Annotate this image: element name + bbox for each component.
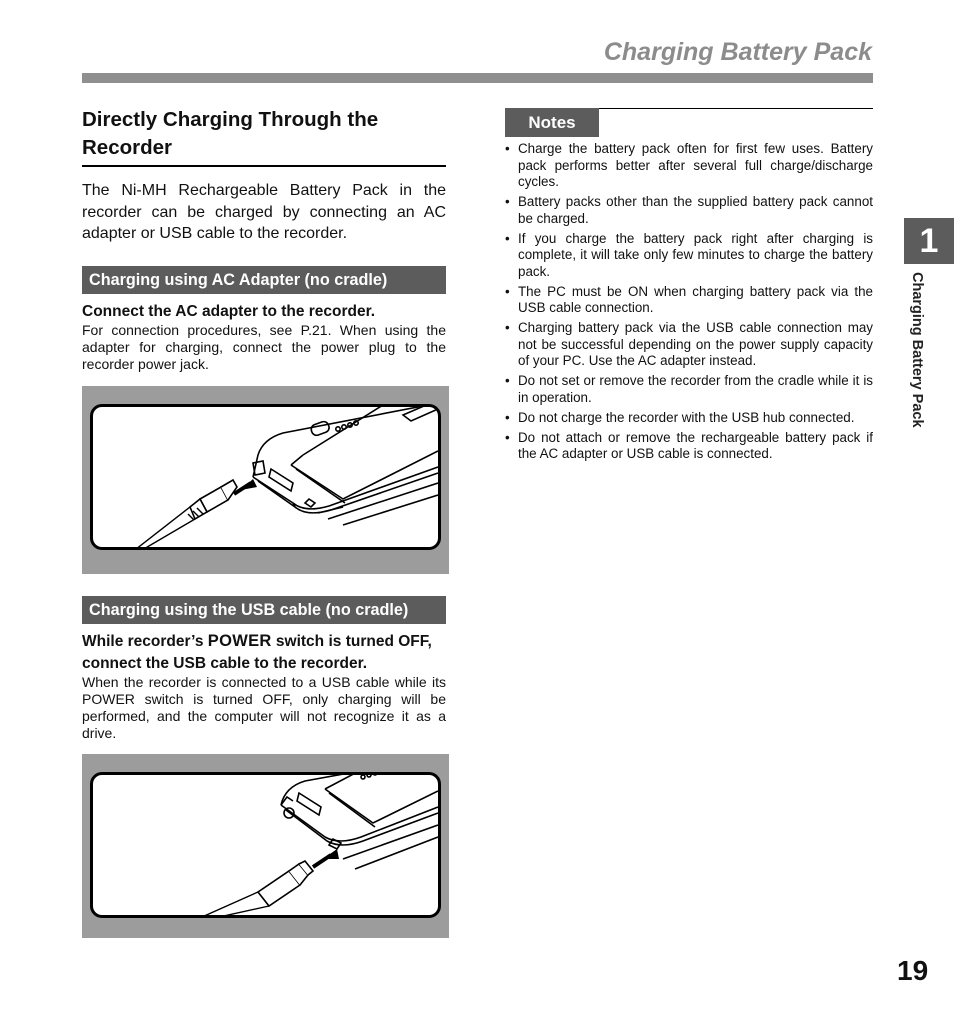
page-number: 19 — [897, 955, 929, 986]
header-rule — [82, 73, 873, 83]
bullet-icon: • — [505, 141, 510, 156]
usb-instruction-pre: While recorder’s — [82, 633, 208, 650]
ac-illustration-frame — [90, 404, 441, 550]
bullet-icon: • — [505, 429, 510, 445]
bullet-icon: • — [505, 320, 510, 335]
bullet-icon: • — [505, 373, 510, 388]
usb-section-bar: Charging using the USB cable (no cradle) — [82, 596, 446, 624]
bullet-icon: • — [505, 230, 510, 246]
intro-paragraph: The Ni-MH Rechargeable Battery Pack in the recorder can be charged by connecting an AC adapter or USB cable to the recorder. — [82, 182, 446, 242]
list-item: • Battery packs other than the supplied battery pack cannot be charged. — [505, 194, 873, 226]
notes-header — [505, 108, 873, 137]
notes-panel — [505, 108, 873, 466]
usb-illustration-frame — [90, 772, 441, 918]
page-header-title: Charging Battery Pack — [603, 38, 872, 66]
ac-instruction: Connect the AC adapter to the recorder. — [82, 302, 376, 320]
usb-body-text: When the recorder is connected to a USB cable while its POWER switch is turned OFF, only charging will be performed, and the computer will not recognize it as a drive. — [82, 674, 446, 741]
bullet-icon: • — [505, 194, 510, 209]
left-column-usb — [82, 596, 446, 742]
ac-connection-drawing — [93, 407, 438, 547]
usb-instruction — [82, 631, 446, 674]
ac-adapter-illustration — [82, 386, 449, 574]
usb-cable-illustration — [82, 754, 449, 938]
ac-body-text: For connection procedures, see P.21. When using the adapter for charging, connect the power plug to the recorder power jack. — [82, 322, 446, 372]
notes-list — [505, 141, 873, 463]
list-item: • Do not set or remove the recorder from the cradle while it is in operation. — [505, 373, 873, 405]
list-item: • The PC must be ON when charging battery pack via the USB cable connection. — [505, 283, 873, 315]
bullet-icon: • — [505, 283, 510, 299]
section-heading: Directly Charging Through the Recorder — [82, 106, 446, 167]
bullet-icon: • — [505, 409, 510, 425]
left-column — [82, 104, 446, 373]
chapter-side-label: Charging Battery Pack — [909, 272, 925, 428]
power-switch-label: POWER — [207, 632, 272, 650]
list-item: • Do not attach or remove the rechargeable battery pack if the AC adapter or USB cable is connected. — [505, 429, 873, 461]
list-item: • Charge the battery pack often for first few uses. Battery pack performs better after several full charge/discharge cycles. — [505, 141, 873, 189]
ac-adapter-section-bar: Charging using AC Adapter (no cradle) — [82, 266, 446, 294]
chapter-tab: 1 — [904, 218, 954, 264]
notes-title: Notes — [505, 108, 599, 137]
list-item: • Charging battery pack via the USB cable connection may not be successful depending on the power supply capacity of your PC. Use the AC adapter instead. — [505, 320, 873, 368]
list-item: • If you charge the battery pack right after charging is complete, it will take only few minutes to charge the battery pack. — [505, 230, 873, 279]
list-item: • Do not charge the recorder with the USB hub connected. — [505, 409, 855, 425]
usb-connection-drawing — [93, 775, 438, 915]
usb-instruction-post: switch is turned OFF, connect the USB cable to the recorder. — [82, 633, 432, 672]
